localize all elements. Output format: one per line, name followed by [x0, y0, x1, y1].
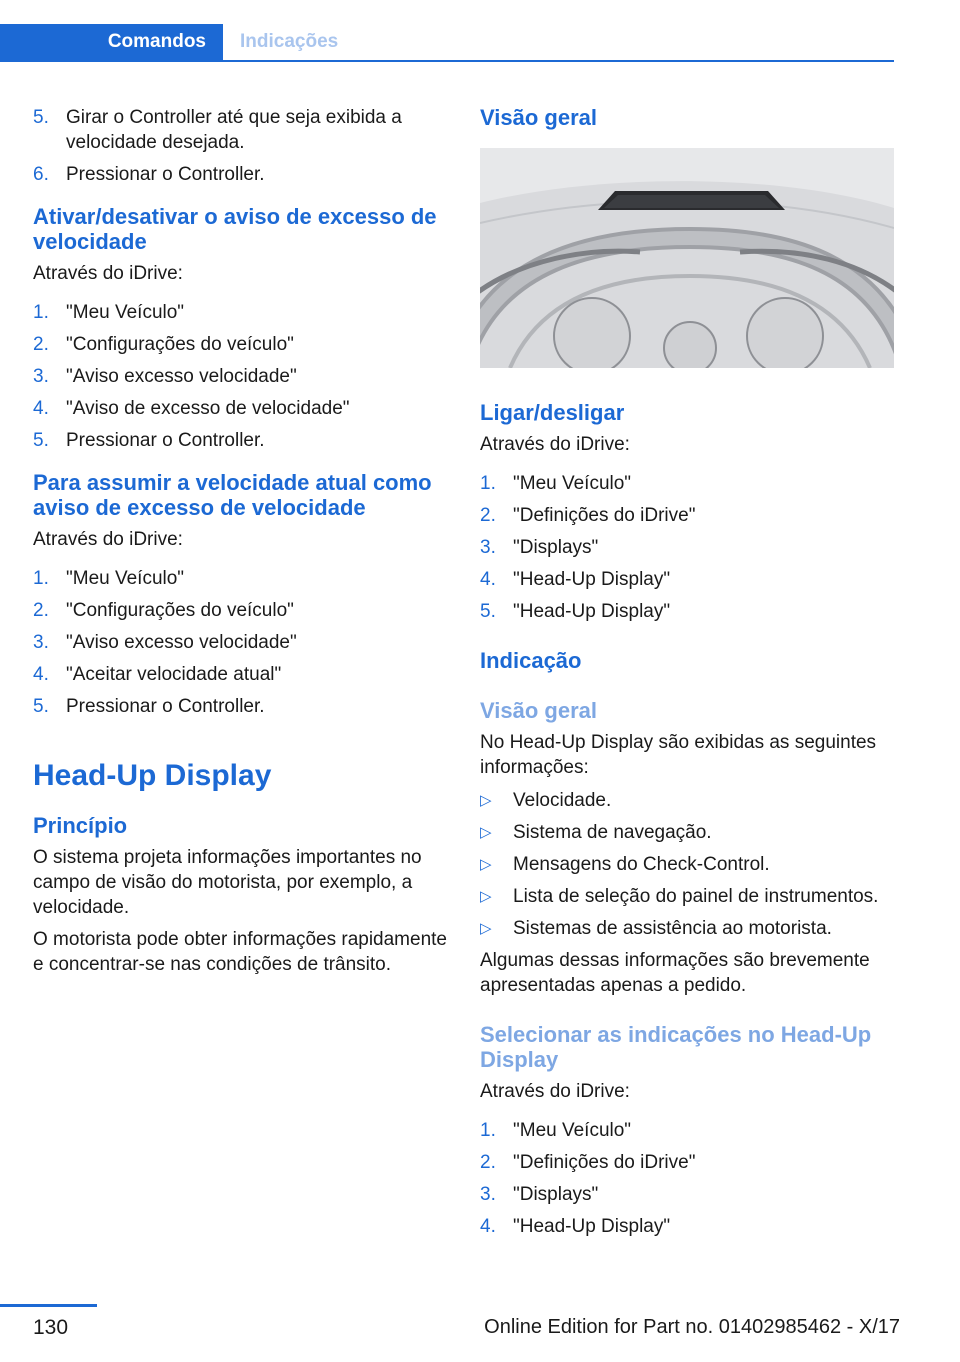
list-item: 3. "Displays" — [480, 1184, 599, 1205]
heading-speed-warning: Ativar/desativar o aviso de excesso de velocidade — [33, 204, 437, 254]
heading-overview: Visão geral — [480, 105, 597, 130]
section-title-hud: Head-Up Display — [33, 759, 272, 792]
heading-indication: Indicação — [480, 648, 582, 673]
tab-indicacoes[interactable]: Indicações — [240, 31, 339, 52]
dashboard-steering-wheel-image — [480, 148, 894, 368]
edition-note: Online Edition for Part no. 01402985462 - X/17 — [484, 1316, 900, 1338]
list-item: 1. "Meu Veículo" — [33, 302, 185, 323]
triangle-bullet-icon: ▷ — [480, 824, 492, 841]
list-item: ▷ Velocidade. — [480, 790, 612, 811]
steps-list-b — [33, 300, 451, 453]
via-idrive-text: Através do iDrive: — [480, 434, 630, 455]
left-column — [33, 100, 451, 977]
list-item: 4. "Aviso de excesso de velocidade" — [33, 398, 350, 419]
hud-illustration — [480, 148, 894, 368]
list-item: 5. Girar o Controller até que seja exibida a velocidade desejada. — [33, 107, 402, 153]
list-item: 3. "Aviso excesso velocidade" — [33, 366, 297, 387]
list-item: 6. Pressionar o Controller. — [33, 164, 265, 185]
list-item: 3. "Aviso excesso velocidade" — [33, 632, 297, 653]
list-item: 2. "Configurações do veículo" — [33, 334, 294, 355]
principle-paragraph-1: O sistema projeta informações importantes no campo de visão do motorista, por exemplo, a velocidade. — [33, 847, 422, 918]
list-item: ▷ Mensagens do Check-Control. — [480, 854, 770, 875]
list-item: 3. "Displays" — [480, 537, 599, 558]
via-idrive-text: Através do iDrive: — [33, 263, 183, 284]
right-column — [480, 100, 894, 1246]
indication-paragraph: No Head-Up Display são exibidas as seguintes informações: — [480, 732, 877, 778]
via-idrive-text: Através do iDrive: — [33, 529, 183, 550]
heading-on-off: Ligar/desligar — [480, 400, 625, 425]
triangle-bullet-icon: ▷ — [480, 856, 492, 873]
info-note-paragraph: Algumas dessas informações são brevemente apresentadas apenas a pedido. — [480, 950, 870, 996]
heading-select-indications: Selecionar as indicações no Head-Up Display — [480, 1022, 872, 1072]
list-item: 5. "Head-Up Display" — [480, 601, 671, 622]
list-item: 5. Pressionar o Controller. — [33, 430, 265, 451]
tab-comandos[interactable]: Comandos — [0, 24, 223, 60]
header-divider — [0, 60, 894, 62]
footer-accent-line — [0, 1304, 97, 1307]
list-item: 1. "Meu Veículo" — [480, 473, 632, 494]
heading-assume-speed: Para assumir a velocidade atual como aviso de excesso de velocidade — [33, 470, 432, 520]
list-item: ▷ Sistema de navegação. — [480, 822, 712, 843]
list-item: 1. "Meu Veículo" — [33, 568, 185, 589]
triangle-bullet-icon: ▷ — [480, 920, 492, 937]
list-item: ▷ Sistemas de assistência ao motorista. — [480, 918, 832, 939]
steps-list-e — [480, 1118, 894, 1239]
steps-list-d — [480, 471, 894, 624]
heading-overview-2: Visão geral — [480, 698, 597, 723]
info-bullets — [480, 788, 894, 941]
heading-principle: Princípio — [33, 813, 128, 838]
list-item: 5. Pressionar o Controller. — [33, 696, 265, 717]
list-item: 4. "Head-Up Display" — [480, 569, 671, 590]
list-item: 1. "Meu Veículo" — [480, 1120, 632, 1141]
steps-list-c — [33, 566, 451, 719]
principle-paragraph-2: O motorista pode obter informações rapidamente e concentrar-se nas condições de trânsito. — [33, 929, 447, 975]
list-item: 2. "Configurações do veículo" — [33, 600, 294, 621]
list-item: 2. "Definições do iDrive" — [480, 505, 696, 526]
header-tabs — [0, 24, 894, 62]
list-item: 4. "Aceitar velocidade atual" — [33, 664, 282, 685]
list-item: ▷ Lista de seleção do painel de instrumentos. — [480, 886, 879, 907]
page-number: 130 — [33, 1316, 69, 1339]
triangle-bullet-icon: ▷ — [480, 792, 492, 809]
list-item: 4. "Head-Up Display" — [480, 1216, 671, 1237]
triangle-bullet-icon: ▷ — [480, 888, 492, 905]
list-item: 2. "Definições do iDrive" — [480, 1152, 696, 1173]
via-idrive-text: Através do iDrive: — [480, 1081, 630, 1102]
steps-list-a — [33, 105, 451, 187]
